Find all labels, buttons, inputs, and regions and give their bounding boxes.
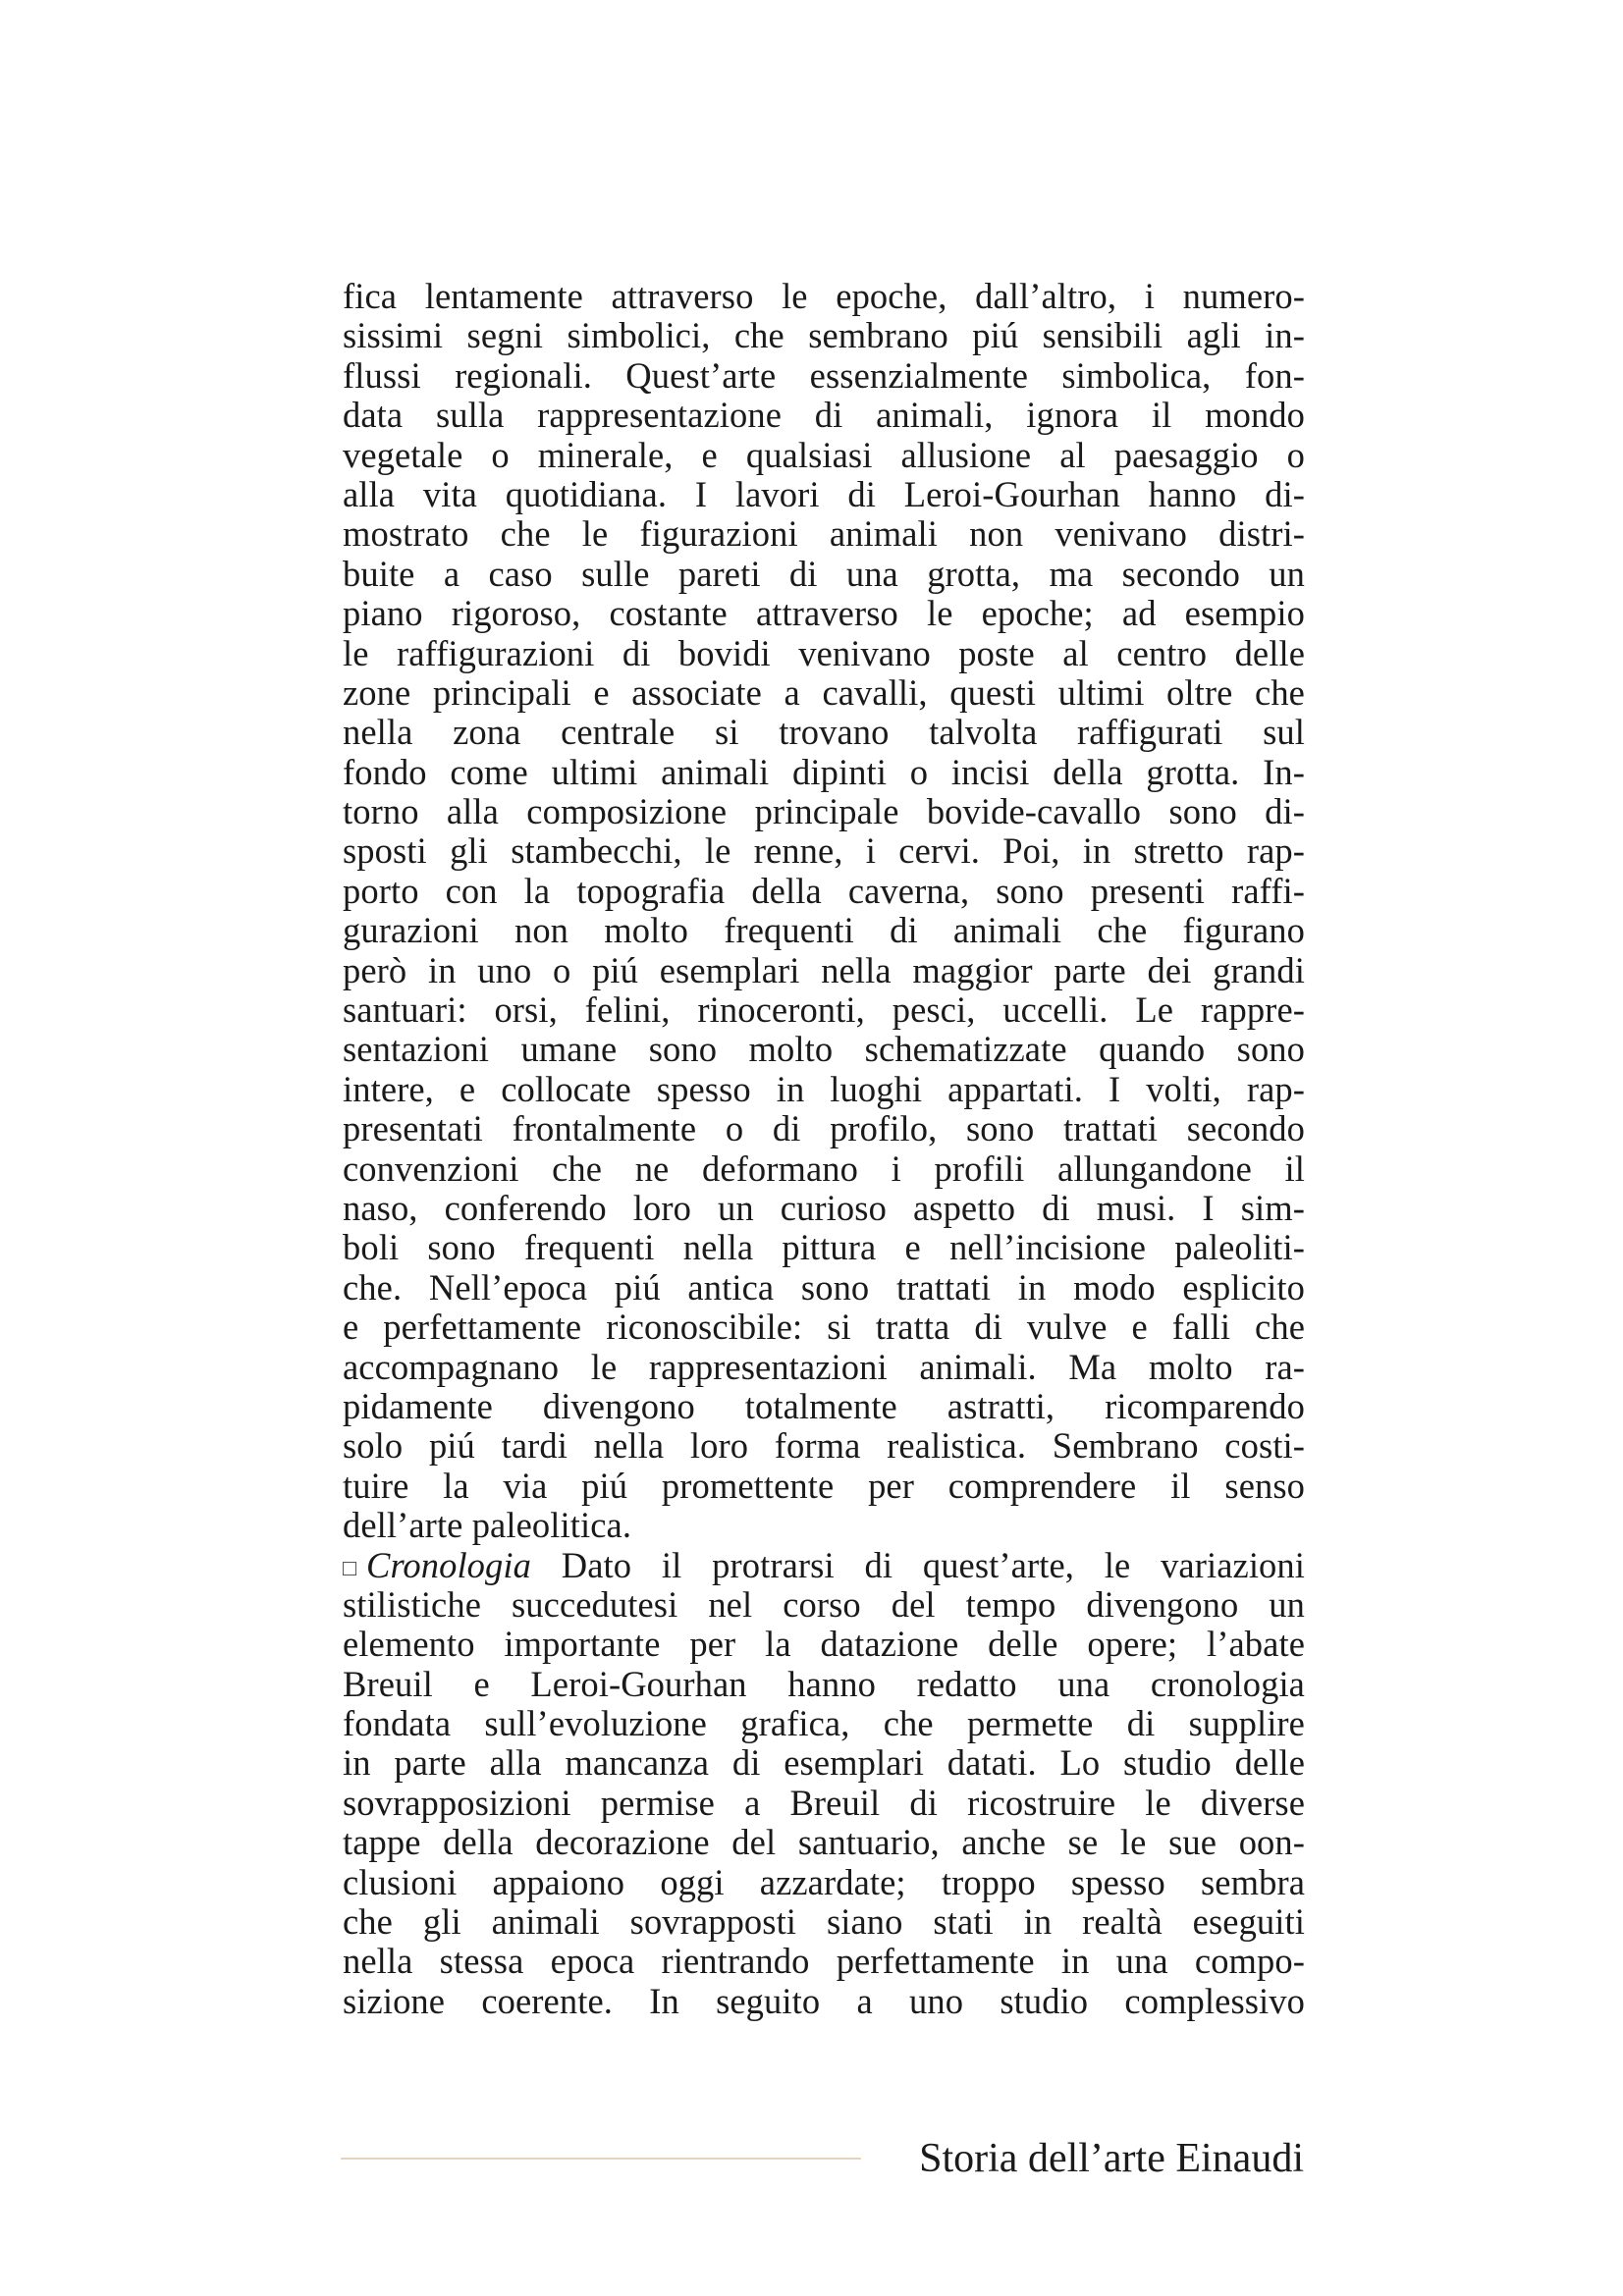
body-line: intere, e collocate spesso in luoghi appartati. I volti, rap- xyxy=(343,1068,1305,1109)
body-line: convenzioni che ne deformano i profili allungandone il xyxy=(343,1148,1305,1189)
section-line: stilistiche succedutesi nel corso del tempo divengono un xyxy=(343,1583,1305,1625)
section-line: clusioni appaiono oggi azzardate; troppo spesso sembra xyxy=(343,1861,1305,1902)
body-line: sissimi segni simbolici, che sembrano piú sensibili agli in- xyxy=(343,315,1305,356)
body-line: buite a caso sulle pareti di una grotta, ma secondo un xyxy=(343,553,1305,594)
body-line: sentazioni umane sono molto schematizzate quando sono xyxy=(343,1029,1305,1070)
body-line: vegetale o minerale, e qualsiasi allusione al paesaggio o xyxy=(343,434,1305,475)
body-line: che. Nell’epoca piú antica sono trattati in modo esplicito xyxy=(343,1266,1305,1308)
section-first-line xyxy=(343,1546,1305,1585)
body-line: le raffigurazioni di bovidi venivano poste al centro delle xyxy=(343,632,1305,673)
body-line: e perfettamente riconoscibile: si tratta di vulve e falli che xyxy=(343,1307,1305,1348)
section-line: sizione coerente. In seguito a uno studio complessivo xyxy=(343,1980,1305,2021)
body-line: tuire la via piú promettente per comprendere il senso xyxy=(343,1465,1305,1506)
body-line: mostrato che le figurazioni animali non venivano distri- xyxy=(343,513,1305,555)
section-line: nella stessa epoca rientrando perfettamente in una compo- xyxy=(343,1941,1305,1982)
section-line: elemento importante per la datazione delle opere; l’abate xyxy=(343,1624,1305,1665)
section-lead-term: Cronologia xyxy=(366,1544,531,1585)
body-line: presentati frontalmente o di profilo, sono trattati secondo xyxy=(343,1108,1305,1149)
body-line: alla vita quotidiana. I lavori di Leroi-Gourhan hanno di- xyxy=(343,473,1305,514)
section-first-line-text: Dato il protrarsi di quest’arte, le variazioni xyxy=(530,1544,1305,1585)
section-cronologia xyxy=(343,1546,1305,2022)
section-line: sovrapposizioni permise a Breuil di ricostruire le diverse xyxy=(343,1782,1305,1823)
body-line: nella zona centrale si trovano talvolta raffigurati sul xyxy=(343,712,1305,753)
page-body xyxy=(343,277,1305,2021)
body-line: santuari: orsi, felini, rinoceronti, pesci, uccelli. Le rappre- xyxy=(343,989,1305,1031)
section-line: fondata sull’evoluzione grafica, che permette di supplire xyxy=(343,1703,1305,1744)
section-line: Breuil e Leroi-Gourhan hanno redatto una cronologia xyxy=(343,1663,1305,1704)
body-line: però in uno o piú esemplari nella maggior parte dei grandi xyxy=(343,949,1305,990)
body-line: boli sono frequenti nella pittura e nell’incisione paleoliti- xyxy=(343,1227,1305,1268)
body-line: torno alla composizione principale bovide-cavallo sono di- xyxy=(343,791,1305,832)
body-line: naso, conferendo loro un curioso aspetto di musi. I sim- xyxy=(343,1187,1305,1228)
square-bullet-icon xyxy=(343,1562,356,1575)
body-line: fica lentamente attraverso le epoche, dall’altro, i numero- xyxy=(343,276,1305,316)
body-line: pidamente divengono totalmente astratti, ricomparendo xyxy=(343,1385,1305,1426)
main-paragraph xyxy=(343,277,1305,1546)
body-line: zone principali e associate a cavalli, questi ultimi oltre che xyxy=(343,671,1305,713)
footer-rule xyxy=(341,2158,861,2160)
body-line: fondo come ultimi animali dipinti o incisi della grotta. In- xyxy=(343,751,1305,792)
body-line: porto con la topografia della caverna, sono presenti raffi- xyxy=(343,870,1305,911)
footer-title: Storia dell’arte Einaudi xyxy=(919,2136,1304,2181)
body-line: flussi regionali. Quest’arte essenzialmente simbolica, fon- xyxy=(343,354,1305,396)
section-line: che gli animali sovrapposti siano stati in realtà eseguiti xyxy=(343,1901,1305,1943)
body-line: sposti gli stambecchi, le renne, i cervi. Poi, in stretto rap- xyxy=(343,830,1305,872)
body-line: accompagnano le rappresentazioni animali. Ma molto ra- xyxy=(343,1346,1305,1387)
body-line: solo piú tardi nella loro forma realistica. Sembrano costi- xyxy=(343,1425,1305,1467)
body-line: piano rigoroso, costante attraverso le epoche; ad esempio xyxy=(343,593,1305,634)
body-line: gurazioni non molto frequenti di animali che figurano xyxy=(343,910,1305,951)
body-line: dell’arte paleolitica. xyxy=(343,1505,632,1546)
body-line: data sulla rappresentazione di animali, ignora il mondo xyxy=(343,395,1305,436)
section-line: in parte alla mancanza di esemplari datati. Lo studio delle xyxy=(343,1742,1305,1784)
section-line: tappe della decorazione del santuario, anche se le sue oon- xyxy=(343,1822,1305,1863)
